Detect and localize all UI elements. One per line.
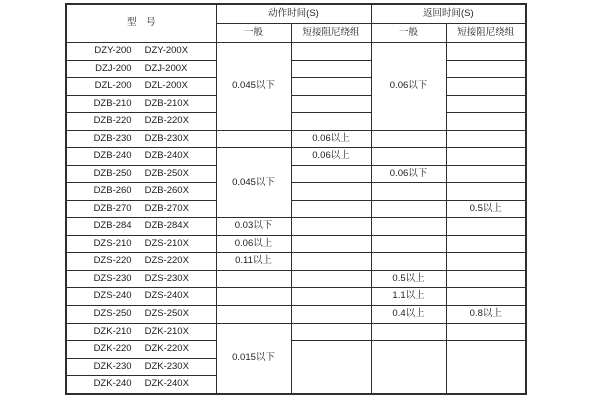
action-general-cell — [216, 305, 291, 323]
table-row — [66, 200, 526, 218]
header-return-general: 一般 — [371, 24, 446, 43]
action-damping-cell: 0.06以上 — [291, 130, 371, 148]
return-general-cell: 0.5以上 — [371, 270, 446, 288]
return-general-cell — [371, 235, 446, 253]
model-name: DZK-240 — [93, 378, 132, 390]
table-row — [66, 78, 526, 96]
table-row — [66, 95, 526, 113]
model-name-x: DZY-200X — [144, 45, 189, 57]
model-cell — [66, 376, 216, 394]
action-general-cell: 0.015以下 — [216, 323, 291, 394]
model-name: DZS-230 — [93, 272, 132, 284]
action-damping-cell — [291, 341, 371, 394]
model-name-x: DZB-240X — [144, 150, 189, 162]
action-damping-cell — [291, 323, 371, 341]
model-name-x: DZS-220X — [144, 255, 189, 267]
model-name-x: DZS-240X — [144, 290, 189, 302]
return-damping-cell — [446, 43, 526, 61]
model-name-x: DZB-270X — [144, 202, 189, 214]
model-cell — [66, 148, 216, 166]
action-damping-cell — [291, 200, 371, 218]
return-general-cell — [371, 130, 446, 148]
model-name: DZB-240 — [93, 150, 132, 162]
model-name: DZS-220 — [93, 255, 132, 267]
action-general-cell: 0.03以下 — [216, 218, 291, 236]
model-name: DZS-250 — [93, 308, 132, 320]
table-row — [66, 165, 526, 183]
table-row — [66, 43, 526, 61]
action-damping-cell — [291, 253, 371, 271]
action-damping-cell — [291, 43, 371, 61]
model-name: DZB-270 — [93, 202, 132, 214]
action-general-cell: 0.045以下 — [216, 148, 291, 218]
model-name: DZS-210 — [93, 237, 132, 249]
header-action-time: 动作时间(S) — [216, 4, 371, 24]
model-cell — [66, 235, 216, 253]
model-name: DZK-210 — [93, 325, 132, 337]
table-row — [66, 253, 526, 271]
action-damping-cell — [291, 305, 371, 323]
return-damping-cell — [446, 288, 526, 306]
model-cell — [66, 323, 216, 341]
table-header — [66, 4, 526, 43]
return-general-cell — [371, 253, 446, 271]
model-name: DZS-240 — [93, 290, 132, 302]
return-general-cell — [371, 200, 446, 218]
model-name: DZB-284 — [93, 220, 132, 232]
model-name: DZK-220 — [93, 343, 132, 355]
model-cell — [66, 43, 216, 61]
action-damping-cell — [291, 183, 371, 201]
return-general-cell: 0.06以下 — [371, 165, 446, 183]
table-row — [66, 288, 526, 306]
model-cell — [66, 60, 216, 78]
return-damping-cell — [446, 270, 526, 288]
return-damping-cell — [446, 218, 526, 236]
action-damping-cell — [291, 235, 371, 253]
model-cell — [66, 288, 216, 306]
return-general-cell: 1.1以上 — [371, 288, 446, 306]
model-name-x: DZS-230X — [144, 272, 189, 284]
table-row — [66, 218, 526, 236]
action-damping-cell — [291, 113, 371, 131]
model-cell — [66, 78, 216, 96]
model-cell — [66, 358, 216, 376]
header-action-general: 一般 — [216, 24, 291, 43]
model-name: DZB-230 — [93, 132, 132, 144]
table-row — [66, 341, 526, 359]
action-damping-cell — [291, 78, 371, 96]
table-row — [66, 148, 526, 166]
header-return-damping: 短接阻尼绕组 — [446, 24, 526, 43]
return-general-cell — [371, 183, 446, 201]
action-damping-cell — [291, 288, 371, 306]
return-damping-cell — [446, 113, 526, 131]
model-cell — [66, 130, 216, 148]
return-general-cell: 0.4以上 — [371, 305, 446, 323]
return-damping-cell — [446, 323, 526, 341]
return-general-cell — [371, 323, 446, 341]
table-row — [66, 183, 526, 201]
return-damping-cell — [446, 130, 526, 148]
header-model: 型 号 — [66, 4, 216, 43]
return-damping-cell: 0.5以上 — [446, 200, 526, 218]
table-row — [66, 323, 526, 341]
return-damping-cell — [446, 341, 526, 394]
model-name-x: DZJ-200X — [144, 62, 188, 74]
action-general-cell: 0.11以上 — [216, 253, 291, 271]
relay-timing-table — [65, 3, 527, 395]
model-name-x: DZS-250X — [144, 308, 189, 320]
model-name-x: DZS-210X — [144, 237, 189, 249]
model-name-x: DZB-230X — [144, 132, 189, 144]
table-row — [66, 235, 526, 253]
model-cell — [66, 95, 216, 113]
model-name-x: DZK-230X — [144, 360, 189, 372]
return-general-cell — [371, 148, 446, 166]
model-name-x: DZK-220X — [144, 343, 189, 355]
model-name: DZB-210 — [93, 97, 132, 109]
table-row — [66, 305, 526, 323]
model-name: DZJ-200 — [95, 62, 132, 74]
model-cell — [66, 113, 216, 131]
action-damping-cell — [291, 165, 371, 183]
model-name-x: DZB-260X — [144, 185, 189, 197]
model-name-x: DZK-240X — [144, 378, 189, 390]
action-damping-cell — [291, 95, 371, 113]
return-general-cell — [371, 341, 446, 394]
model-name: DZY-200 — [94, 45, 132, 57]
header-row-groups — [66, 4, 526, 24]
model-name: DZB-220 — [93, 115, 132, 127]
return-general-cell: 0.06以下 — [371, 43, 446, 131]
return-damping-cell — [446, 235, 526, 253]
action-damping-cell — [291, 60, 371, 78]
return-damping-cell — [446, 60, 526, 78]
action-general-cell — [216, 288, 291, 306]
return-damping-cell — [446, 253, 526, 271]
action-damping-cell — [291, 218, 371, 236]
return-damping-cell: 0.8以上 — [446, 305, 526, 323]
model-cell — [66, 253, 216, 271]
model-cell — [66, 165, 216, 183]
model-name-x: DZB-220X — [144, 115, 189, 127]
model-cell — [66, 270, 216, 288]
action-general-cell — [216, 270, 291, 288]
return-damping-cell — [446, 148, 526, 166]
return-damping-cell — [446, 95, 526, 113]
model-cell — [66, 200, 216, 218]
action-general-cell — [216, 130, 291, 148]
return-damping-cell — [446, 183, 526, 201]
model-name: DZB-250 — [93, 167, 132, 179]
table-row — [66, 60, 526, 78]
action-damping-cell — [291, 270, 371, 288]
table-row — [66, 130, 526, 148]
model-cell — [66, 341, 216, 359]
action-general-cell: 0.06以上 — [216, 235, 291, 253]
return-damping-cell — [446, 165, 526, 183]
table-row — [66, 270, 526, 288]
model-name-x: DZB-250X — [144, 167, 189, 179]
header-return-time: 返回时间(S) — [371, 4, 526, 24]
model-cell — [66, 183, 216, 201]
model-name-x: DZB-284X — [144, 220, 189, 232]
model-name: DZL-200 — [94, 80, 132, 92]
table-row — [66, 113, 526, 131]
table-body — [66, 43, 526, 395]
return-general-cell — [371, 218, 446, 236]
model-name: DZK-230 — [93, 360, 132, 372]
model-name: DZB-260 — [93, 185, 132, 197]
return-damping-cell — [446, 78, 526, 96]
model-name-x: DZK-210X — [144, 325, 189, 337]
action-damping-cell: 0.06以上 — [291, 148, 371, 166]
action-general-cell: 0.045以下 — [216, 43, 291, 131]
header-action-damping: 短接阻尼绕组 — [291, 24, 371, 43]
model-cell — [66, 218, 216, 236]
model-name-x: DZL-200X — [144, 80, 188, 92]
model-name-x: DZB-210X — [144, 97, 189, 109]
model-cell — [66, 305, 216, 323]
